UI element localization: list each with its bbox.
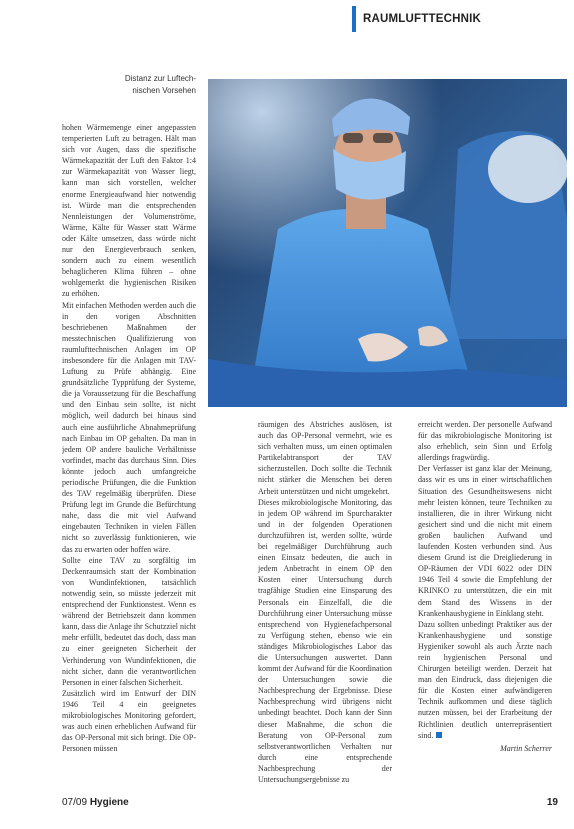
paragraph: räumigen des Abstriches auslösen, ist auch das OP-Personal vermehrt, wie es sich verhalten muss, um einen optimalen Partikelabtransport der TAV sicherzustellen. Doch sollte die Technik nicht stärker die Menschen bei deren Arbeit unterstützen und nicht umgekehrt. xyxy=(258,420,392,496)
article-column-2 xyxy=(258,419,392,797)
paragraph: erreicht werden. Der personelle Aufwand für das mikrobiologische Monitoring ist also erheblich, sein Sinn und Erfolg allerdings fragwürdig. xyxy=(418,420,552,463)
photo-caption xyxy=(74,73,196,97)
article-column-1 xyxy=(62,122,196,784)
author-name: Martin Scherrer xyxy=(500,743,552,753)
paragraph-text: Dazu sollten unbedingt Praktiker aus der Krankenhaushygiene und sonstige Hygieniker sowohl als auch Ärzte nach rein hygienischen Personal und Chirurgen beteiligt werden. Derzeit hat man den Eindruck, dass diejenigen die für die Kosten einer aufwändigeren Technik aufkommen und diese täglich nutzen müssen, bei der Erarbeitung der Richtlinien deutlich unterrepräsentiert sind. xyxy=(418,619,552,740)
article-column-3 xyxy=(418,419,552,797)
paragraph: Sollte eine TAV zu sorgfältig im Deckenraumsich statt der Kombination von Wundinfektionen, tatsächlich notwendig sein, so müsste jederzeit mit entsprechend der Funktionstest. Wenn es während der Betriebszeit dann kommen kann, dass die Anlage ihr Schutzziel nicht mehr erfüllt, bedeutet das doch, dass man zu einer geeigneten Sicherheit der Verhinderung von Wundinfektionen, die nicht sicher, dann die verantwortlichen Personen in einer falschen Sicherheit. xyxy=(62,555,196,687)
paragraph: Dieses mikrobiologische Monitoring, das in jedem OP während im Spurcharakter und in der folgenden Operationen durchzuführen ist, werden sollte, würde bei regelmäßiger Durchführung auch einen Einsatz bedeuten, die auch in jedem Anbetracht in einem OP den Kosten einer Untersuchung durch tragfähige Studien eine Einsparung des Personals ein Einzelfall, die die Durchführung einer Untersuchung müsse entsprechend von Hygienefachpersonal zu Verfügung stehen, ebenso wie ein ständiges Mikrobiologisches Labor das die Untersuchungen auswertet. Dann kommt der Aufwand für die Koordination der Untersuchungen sowie die Nachbesprechung der Ergebnisse. Diese Nachbesprechung wird übrigens nicht unbedingt beachtet. Doch kann der Sinn dieser Maßnahme, die schon die Beratung von OP-Personal zum selbstverantwortlichen Verhalten nur durch eine entsprechende Nachbesprechung der Untersuchungsergebnisse zu xyxy=(258,497,392,784)
paragraph-last xyxy=(418,619,552,741)
section-header xyxy=(352,6,574,32)
paragraph: Zusätzlich wird im Entwurf der DIN 1946 Teil 4 ein geeignetes mikrobiologisches Monitoring gefordert, was auch einen erheblichen Aufwand für das OP-Personal mit sich bringt. Die OP-Personen müssen xyxy=(62,688,196,754)
page-number: 19 xyxy=(546,797,558,808)
footer-issue xyxy=(62,797,129,808)
section-accent-bar xyxy=(352,6,356,32)
surgeon-photo xyxy=(208,79,567,407)
section-title: RAUMLUFTTECHNIK xyxy=(363,13,481,25)
end-of-article-icon xyxy=(436,732,442,738)
issue-number: 07/09 xyxy=(62,797,88,808)
paragraph: Mit einfachen Methoden werden auch die in den vorigen Abschnitten beschriebenen Maßnahmen der messtechnischen Qualifizierung von raumlufttechnischen Anlagen im OP insbesondere für die Anlagen mit TAV-Luftung zu Prüfe abhängig. Eine grundsätzliche Typprüfung der Systeme, die ja Voraussetzung für die Beschaffung und den Einbau sein sollte, ist nicht möglich, weil dadurch bei hinaus sind auch eine ausführliche Abnahmeprüfung nach Einbau im OP gehalten. Da man in jedem OP andere bauliche Verhältnisse vorfindet, macht das durchaus Sinn. Dies könnte jedoch auch umfangreiche periodische Prüfungen, die die Funktion des TAV regelmäßig überprüfen. Diese Prüfung legt im Grunde die Befürchtung nahe, dass die mit viel Aufwand eingebauten Techniken in vielen Fällen nicht so zuverlässig funktionieren, wie das zu erwarten oder hoffen wäre. xyxy=(62,300,196,554)
caption-line: Distanz zur Luftech- xyxy=(124,74,196,83)
magazine-name: Hygiene xyxy=(89,797,129,808)
paragraph: Der Verfasser ist ganz klar der Meinung, dass wir es uns in einer wirtschaftlichen Situation des Gesundheitswesens nicht mehr leisten können, teure Techniken zu installieren, die in ihrer Wirkung nicht gesichert sind und die nicht mit einem großen baulichen Aufwand und laufenden Kosten verbunden sind. Aus diesem Grund ist die Dreigliederung in OP-Räumen der VDI 6022 oder DIN 1946 Teil 4 sowie die Empfehlung der KRINKO zu unterstützen, die ein mit dem Stand des Wissens in der Krankenhaushygiene in Einklang steht. xyxy=(418,464,552,618)
surgeon-illustration xyxy=(208,79,567,407)
paragraph: hohen Wärmemenge einer angepassten temperierten Luft zu betragen. Hält man sich vor Augen, dass die spezifische Wärmekapazität der Luft den Faktor 1:4 zur Wärmekapazität von Wasser liegt, kann man sich vorstellen, welcher enorme Energieaufwand hier notwendig ist. Würde man die entsprechenden Nennleistungen der Volumenströme, Wärme, Kälte für Wasser statt Wärme oder Kälte umsetzen, dass würde nicht nur den Energieverbrauch senken, sondern auch zu einem wesentlich behaglicheren Klima führen – ohne wohlgemerkt die hygienischen Risiken zu erhöhen. xyxy=(62,123,196,299)
caption-line: nischen Vorsehen xyxy=(132,86,196,95)
